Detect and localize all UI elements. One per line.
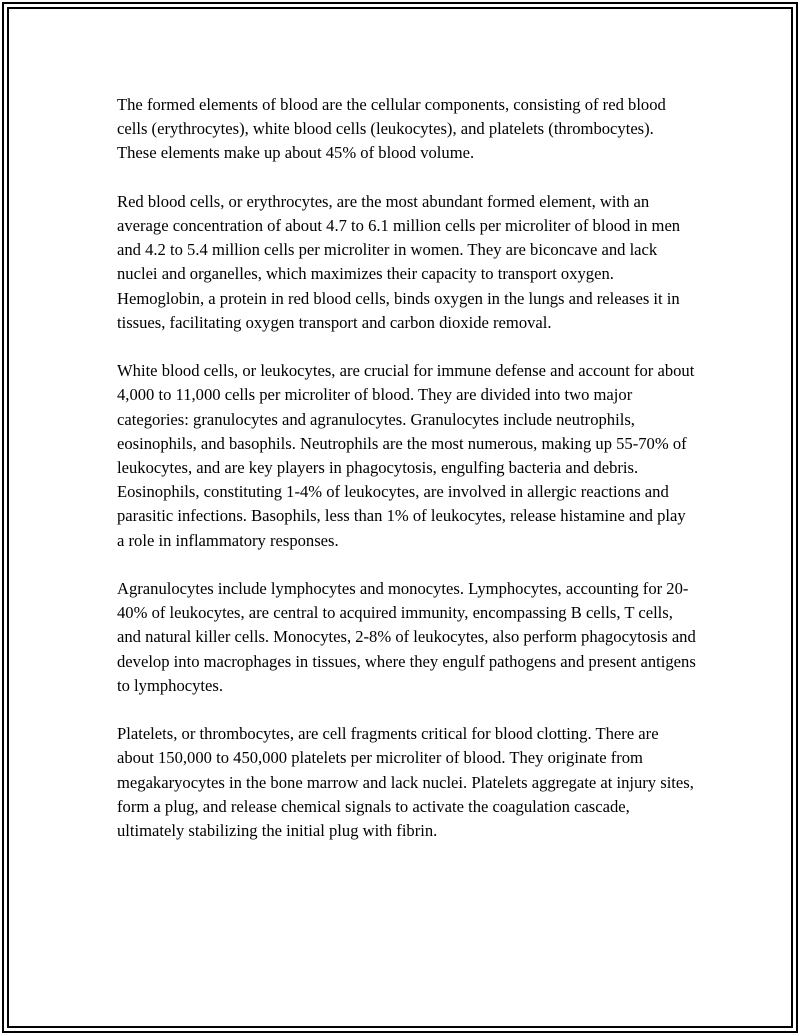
paragraph-platelets: Platelets, or thrombocytes, are cell fragments critical for blood clotting. There are about 150,000 to 450,000 platelets per microliter of blood. They originate from megakaryocytes in the bone marrow and lack nuclei. Platelets aggregate at injury sites, form a plug, and release chemical signals to activate the coagulation cascade, ultimately stabilizing the initial plug with fibrin. [117,724,694,841]
paragraph-white-blood-cells: White blood cells, or leukocytes, are crucial for immune defense and account for about 4,000 to 11,000 cells per microliter of blood. They are divided into two major categories: granulocytes and agranulocytes. Granulocytes include neutrophils, eosinophils, and basophils. Neutrophils are the most numerous, making up 55-70% of leukocytes, and are key players in phagocytosis, engulfing bacteria and debris. Eosinophils, constituting 1-4% of leukocytes, are involved in allergic reactions and parasitic infections. Basophils, less than 1% of leukocytes, release histamine and play a role in inflammatory responses. [117,361,695,550]
paragraph-agranulocytes: Agranulocytes include lymphocytes and monocytes. Lymphocytes, accounting for 20-40% of leukocytes, are central to acquired immunity, encompassing B cells, T cells, and natural killer cells. Monocytes, 2-8% of leukocytes, also perform phagocytosis and develop into macrophages in tissues, where they engulf pathogens and present antigens to lymphocytes. [117,579,696,695]
document-body [117,93,697,867]
paragraph-formed-elements: The formed elements of blood are the cellular components, consisting of red blood cells (erythrocytes), white blood cells (leukocytes), and platelets (thrombocytes). These elements make up about 45% of blood volume. [117,95,666,163]
paragraph-red-blood-cells: Red blood cells, or erythrocytes, are the most abundant formed element, with an average concentration of about 4.7 to 6.1 million cells per microliter of blood in men and 4.2 to 5.4 million cells per microliter in women. They are biconcave and lack nuclei and organelles, which maximizes their capacity to transport oxygen. Hemoglobin, a protein in red blood cells, binds oxygen in the lungs and releases it in tissues, facilitating oxygen transport and carbon dioxide removal. [117,191,681,332]
